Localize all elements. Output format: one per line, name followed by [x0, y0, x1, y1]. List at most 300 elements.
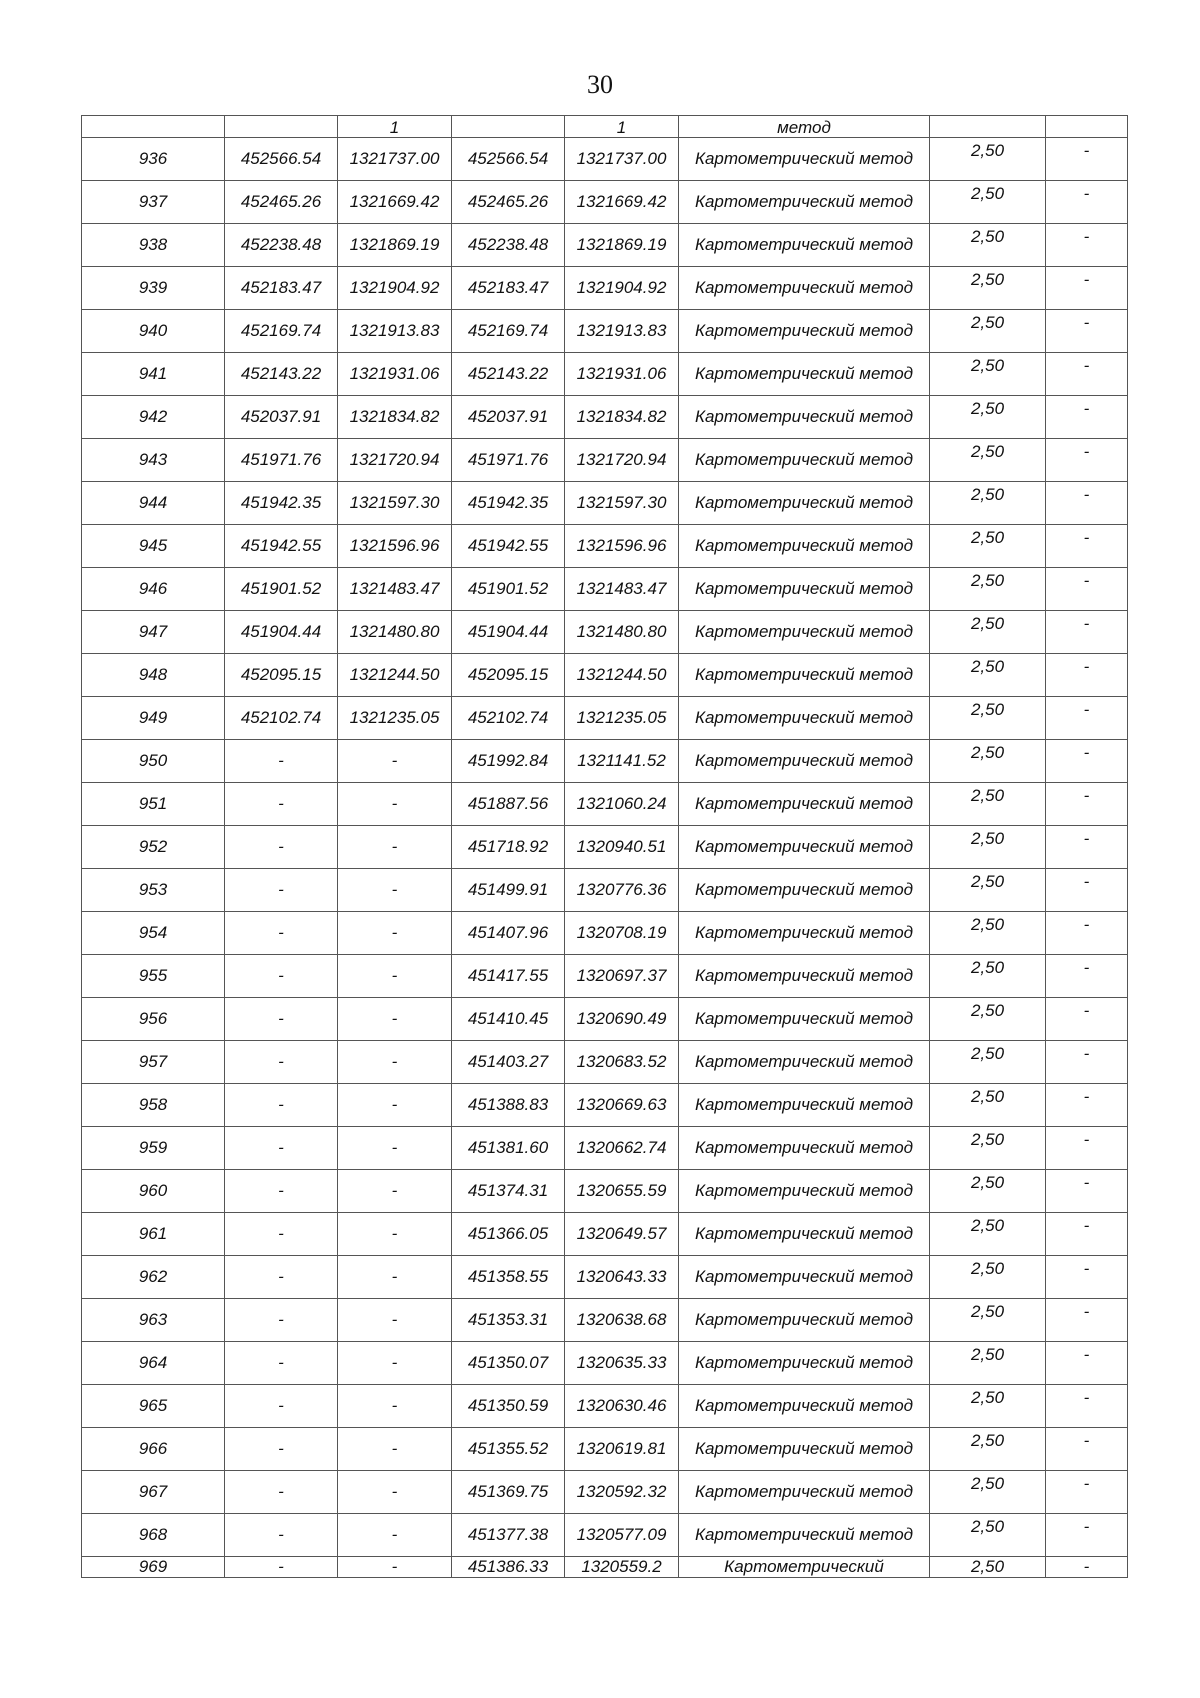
cell-point-number: 939 [82, 267, 225, 310]
table-row [82, 1428, 1128, 1471]
cell-y-after: 1321904.92 [565, 267, 679, 310]
cell-method: Картометрический метод [679, 869, 930, 912]
cell-point-number: 953 [82, 869, 225, 912]
cell-x-before: 452143.22 [225, 353, 338, 396]
cell-point-number: 963 [82, 1299, 225, 1342]
cell-accuracy: 2,50 [930, 869, 1046, 912]
cell-y-after: 1320630.46 [565, 1385, 679, 1428]
cell-method: Картометрический метод [679, 998, 930, 1041]
cell-accuracy: 2,50 [930, 955, 1046, 998]
cell-x-after: 451366.05 [452, 1213, 565, 1256]
cell-y-before: - [338, 1514, 452, 1557]
cell-y-after: 1321913.83 [565, 310, 679, 353]
cell-x-after: 451417.55 [452, 955, 565, 998]
table-row [82, 1299, 1128, 1342]
cell-x-before: - [225, 1170, 338, 1213]
cell-point-number: 937 [82, 181, 225, 224]
cell-method: Картометрический метод [679, 740, 930, 783]
table-row [82, 869, 1128, 912]
table-row [82, 1084, 1128, 1127]
cell-x-after: 451942.35 [452, 482, 565, 525]
cell-accuracy: 2,50 [930, 224, 1046, 267]
cell-y-before: - [338, 783, 452, 826]
cell-accuracy: 2,50 [930, 826, 1046, 869]
cell-y-before: - [338, 740, 452, 783]
table-row [82, 1385, 1128, 1428]
continuing-row [82, 1557, 1128, 1578]
cell-y-before: - [338, 912, 452, 955]
cell-note: - [1046, 912, 1128, 955]
cell-point-number: 938 [82, 224, 225, 267]
cell-note: - [1046, 1299, 1128, 1342]
cell-x-before: - [225, 783, 338, 826]
cell-method: Картометрический метод [679, 568, 930, 611]
cell-accuracy: 2,50 [930, 396, 1046, 439]
cell-point-number: 960 [82, 1170, 225, 1213]
cell-point-number: 948 [82, 654, 225, 697]
table-row [82, 267, 1128, 310]
cell-y-after: 1320697.37 [565, 955, 679, 998]
cell-method: Картометрический метод [679, 1041, 930, 1084]
cell-x-before: - [225, 998, 338, 1041]
cell-accuracy: 2,50 [930, 525, 1046, 568]
table-row [82, 439, 1128, 482]
cell-point-number: 959 [82, 1127, 225, 1170]
cell-x-after: 452169.74 [452, 310, 565, 353]
cell-method: Картометрический метод [679, 439, 930, 482]
cell-x-before: - [225, 740, 338, 783]
cell-x-after: 451992.84 [452, 740, 565, 783]
cell-point-number: 966 [82, 1428, 225, 1471]
cell-y-before: - [338, 955, 452, 998]
cell-method: Картометрический метод [679, 525, 930, 568]
cell-x-after: 451388.83 [452, 1084, 565, 1127]
table-row [82, 826, 1128, 869]
cell-note: - [1046, 869, 1128, 912]
cell-method: Картометрический метод [679, 1428, 930, 1471]
cell-x-after: 451374.31 [452, 1170, 565, 1213]
cell-note: - [1046, 396, 1128, 439]
cell-y-before: - [338, 869, 452, 912]
cell-x-before: - [225, 1557, 338, 1578]
cell-y-before: - [338, 1385, 452, 1428]
table-row [82, 912, 1128, 955]
cell-method: Картометрический метод [679, 783, 930, 826]
table-row [82, 611, 1128, 654]
cell-y-after: 1321480.80 [565, 611, 679, 654]
cell-method: Картометрический метод [679, 1127, 930, 1170]
cell-note: - [1046, 1428, 1128, 1471]
cell-method: Картометрический метод [679, 138, 930, 181]
cell-accuracy: 2,50 [930, 1127, 1046, 1170]
cell-point-number: 964 [82, 1342, 225, 1385]
cell-accuracy: 2,50 [930, 568, 1046, 611]
table-row [82, 353, 1128, 396]
cell-note: - [1046, 1471, 1128, 1514]
cell-x-before: - [225, 912, 338, 955]
cell-method: Картометрический метод [679, 310, 930, 353]
table-row [82, 482, 1128, 525]
cell-y-before: - [338, 1428, 452, 1471]
cell-point-number: 947 [82, 611, 225, 654]
cell-y-after: 1320655.59 [565, 1170, 679, 1213]
cell-note: - [1046, 138, 1128, 181]
cell-note: - [1046, 1557, 1128, 1578]
cell-method: Картометрический метод [679, 697, 930, 740]
cell-method: Картометрический метод [679, 912, 930, 955]
cell-y-before: 1 [338, 116, 452, 138]
cell-method: Картометрический метод [679, 267, 930, 310]
cell-note: - [1046, 1213, 1128, 1256]
cell-x-after: 451355.52 [452, 1428, 565, 1471]
cell-y-before: - [338, 1557, 452, 1578]
cell-y-before: 1321931.06 [338, 353, 452, 396]
cell-method: метод [679, 116, 930, 138]
cell-y-before: - [338, 1342, 452, 1385]
cell-accuracy: 2,50 [930, 1256, 1046, 1299]
cell-x-before: - [225, 826, 338, 869]
cell-method: Картометрический метод [679, 1256, 930, 1299]
cell-method: Картометрический [679, 1557, 930, 1578]
cell-accuracy: 2,50 [930, 1299, 1046, 1342]
cell-point-number: 967 [82, 1471, 225, 1514]
cell-note: - [1046, 1084, 1128, 1127]
table-row [82, 525, 1128, 568]
cell-y-before: 1321913.83 [338, 310, 452, 353]
table-row [82, 697, 1128, 740]
cell-y-before: - [338, 1041, 452, 1084]
cell-x-after: 451353.31 [452, 1299, 565, 1342]
cell-x-after [452, 116, 565, 138]
cell-y-after: 1321235.05 [565, 697, 679, 740]
cell-y-after: 1320635.33 [565, 1342, 679, 1385]
page-number: 30 [587, 70, 613, 99]
table-row [82, 1514, 1128, 1557]
cell-note: - [1046, 525, 1128, 568]
cell-note: - [1046, 224, 1128, 267]
cell-y-after: 1320683.52 [565, 1041, 679, 1084]
cell-x-after: 451350.07 [452, 1342, 565, 1385]
cell-method: Картометрический метод [679, 611, 930, 654]
cell-y-before: 1321869.19 [338, 224, 452, 267]
cell-y-before: 1321597.30 [338, 482, 452, 525]
cell-note: - [1046, 568, 1128, 611]
cell-x-after: 452143.22 [452, 353, 565, 396]
cell-method: Картометрический метод [679, 1170, 930, 1213]
cell-y-after: 1320559.2 [565, 1557, 679, 1578]
cell-x-before: - [225, 1385, 338, 1428]
table-row [82, 1127, 1128, 1170]
cell-y-after: 1320669.63 [565, 1084, 679, 1127]
cell-y-before: 1321480.80 [338, 611, 452, 654]
cell-y-after: 1321869.19 [565, 224, 679, 267]
cell-method: Картометрический метод [679, 1084, 930, 1127]
cell-accuracy: 2,50 [930, 1342, 1046, 1385]
cell-y-before: - [338, 1471, 452, 1514]
cell-x-before: 452102.74 [225, 697, 338, 740]
cell-method: Картометрический метод [679, 1385, 930, 1428]
table-row [82, 1342, 1128, 1385]
cell-y-after: 1321596.96 [565, 525, 679, 568]
cell-point-number: 951 [82, 783, 225, 826]
cell-y-after: 1320690.49 [565, 998, 679, 1041]
table-row [82, 138, 1128, 181]
cell-x-before: 451942.35 [225, 482, 338, 525]
cell-x-after: 452465.26 [452, 181, 565, 224]
table-row [82, 181, 1128, 224]
cell-accuracy: 2,50 [930, 1084, 1046, 1127]
cell-accuracy: 2,50 [930, 1385, 1046, 1428]
cell-y-before: 1321596.96 [338, 525, 452, 568]
cell-y-after: 1320776.36 [565, 869, 679, 912]
cell-note: - [1046, 740, 1128, 783]
cell-x-before: - [225, 1514, 338, 1557]
cell-x-before: - [225, 1127, 338, 1170]
cell-x-before: 452169.74 [225, 310, 338, 353]
cell-x-after: 452037.91 [452, 396, 565, 439]
cell-note: - [1046, 482, 1128, 525]
cell-x-before: 451971.76 [225, 439, 338, 482]
cell-note: - [1046, 955, 1128, 998]
cell-point-number: 946 [82, 568, 225, 611]
cell-note: - [1046, 310, 1128, 353]
cell-point-number: 955 [82, 955, 225, 998]
cell-note: - [1046, 181, 1128, 224]
cell-accuracy: 2,50 [930, 697, 1046, 740]
cell-method: Картометрический метод [679, 482, 930, 525]
cell-x-after: 451901.52 [452, 568, 565, 611]
cell-y-after: 1320662.74 [565, 1127, 679, 1170]
table-row [82, 396, 1128, 439]
cell-accuracy: 2,50 [930, 998, 1046, 1041]
cell-y-after: 1321931.06 [565, 353, 679, 396]
cell-point-number: 957 [82, 1041, 225, 1084]
cell-accuracy: 2,50 [930, 1041, 1046, 1084]
cell-y-after: 1320940.51 [565, 826, 679, 869]
table-row [82, 654, 1128, 697]
table-row [82, 1213, 1128, 1256]
cell-x-before: 452095.15 [225, 654, 338, 697]
cell-note: - [1046, 826, 1128, 869]
cell-point-number: 954 [82, 912, 225, 955]
cell-accuracy: 2,50 [930, 654, 1046, 697]
cell-point-number [82, 116, 225, 138]
cell-y-before: 1321235.05 [338, 697, 452, 740]
table-row [82, 998, 1128, 1041]
cell-x-before: - [225, 1213, 338, 1256]
cell-x-after: 451403.27 [452, 1041, 565, 1084]
cell-y-before: 1321244.50 [338, 654, 452, 697]
cell-y-before: - [338, 1170, 452, 1213]
coordinates-table [81, 115, 1128, 1578]
cell-method: Картометрический метод [679, 654, 930, 697]
cell-y-before: 1321483.47 [338, 568, 452, 611]
cell-x-after: 451942.55 [452, 525, 565, 568]
cell-x-after: 452095.15 [452, 654, 565, 697]
cell-x-after: 451386.33 [452, 1557, 565, 1578]
cell-y-after: 1321597.30 [565, 482, 679, 525]
cell-point-number: 965 [82, 1385, 225, 1428]
table-row [82, 955, 1128, 998]
cell-method: Картометрический метод [679, 1213, 930, 1256]
cell-point-number: 943 [82, 439, 225, 482]
table-row [82, 1256, 1128, 1299]
table-row [82, 1041, 1128, 1084]
cell-point-number: 944 [82, 482, 225, 525]
table-row [82, 568, 1128, 611]
cell-x-before: 452238.48 [225, 224, 338, 267]
cell-method: Картометрический метод [679, 955, 930, 998]
cell-x-before: - [225, 1084, 338, 1127]
cell-note: - [1046, 1514, 1128, 1557]
cell-x-after: 451971.76 [452, 439, 565, 482]
cell-accuracy [930, 116, 1046, 138]
cell-x-before: - [225, 1256, 338, 1299]
cell-x-after: 451904.44 [452, 611, 565, 654]
cell-y-before: 1321737.00 [338, 138, 452, 181]
table-row [82, 310, 1128, 353]
cell-point-number: 969 [82, 1557, 225, 1578]
cell-y-after: 1321669.42 [565, 181, 679, 224]
cell-x-after: 451718.92 [452, 826, 565, 869]
cell-accuracy: 2,50 [930, 912, 1046, 955]
cell-x-before: - [225, 1041, 338, 1084]
cell-note: - [1046, 353, 1128, 396]
cell-method: Картометрический метод [679, 1471, 930, 1514]
cell-note: - [1046, 998, 1128, 1041]
cell-y-before: - [338, 826, 452, 869]
cell-x-before: 452465.26 [225, 181, 338, 224]
cell-x-after: 452102.74 [452, 697, 565, 740]
cell-x-after: 451887.56 [452, 783, 565, 826]
cell-note: - [1046, 783, 1128, 826]
cell-x-before: - [225, 1342, 338, 1385]
cell-y-before: - [338, 1127, 452, 1170]
cell-point-number: 945 [82, 525, 225, 568]
cell-method: Картометрический метод [679, 1342, 930, 1385]
cell-note: - [1046, 1256, 1128, 1299]
cell-method: Картометрический метод [679, 1299, 930, 1342]
cell-y-after: 1321244.50 [565, 654, 679, 697]
cell-point-number: 936 [82, 138, 225, 181]
cell-y-before: 1321904.92 [338, 267, 452, 310]
cell-note: - [1046, 611, 1128, 654]
cell-x-after: 451369.75 [452, 1471, 565, 1514]
cell-x-before: - [225, 869, 338, 912]
cell-y-after: 1321720.94 [565, 439, 679, 482]
cell-accuracy: 2,50 [930, 1213, 1046, 1256]
cell-x-before: - [225, 1299, 338, 1342]
cell-y-after: 1321483.47 [565, 568, 679, 611]
cell-accuracy: 2,50 [930, 1428, 1046, 1471]
cell-x-after: 451410.45 [452, 998, 565, 1041]
cell-point-number: 958 [82, 1084, 225, 1127]
cell-x-before: 451901.52 [225, 568, 338, 611]
cell-method: Картометрический метод [679, 181, 930, 224]
cell-accuracy: 2,50 [930, 138, 1046, 181]
cell-y-before: 1321669.42 [338, 181, 452, 224]
cell-note: - [1046, 654, 1128, 697]
cell-accuracy: 2,50 [930, 353, 1046, 396]
cell-note: - [1046, 1385, 1128, 1428]
cell-point-number: 961 [82, 1213, 225, 1256]
cell-x-after: 451407.96 [452, 912, 565, 955]
table-row [82, 224, 1128, 267]
cell-x-before: 452566.54 [225, 138, 338, 181]
cell-y-after: 1 [565, 116, 679, 138]
cell-point-number: 956 [82, 998, 225, 1041]
cell-x-after: 452183.47 [452, 267, 565, 310]
cell-y-after: 1320619.81 [565, 1428, 679, 1471]
cell-method: Картометрический метод [679, 353, 930, 396]
cell-x-after: 451350.59 [452, 1385, 565, 1428]
cell-accuracy: 2,50 [930, 482, 1046, 525]
cell-x-after: 451377.38 [452, 1514, 565, 1557]
cell-y-after: 1320592.32 [565, 1471, 679, 1514]
cell-accuracy: 2,50 [930, 783, 1046, 826]
cell-y-before: 1321834.82 [338, 396, 452, 439]
cell-x-after: 451358.55 [452, 1256, 565, 1299]
cell-y-before: - [338, 1213, 452, 1256]
cell-accuracy: 2,50 [930, 1557, 1046, 1578]
cell-y-after: 1320649.57 [565, 1213, 679, 1256]
cell-accuracy: 2,50 [930, 267, 1046, 310]
cell-y-after: 1320708.19 [565, 912, 679, 955]
cell-y-after: 1321737.00 [565, 138, 679, 181]
cell-accuracy: 2,50 [930, 181, 1046, 224]
table-row [82, 740, 1128, 783]
cell-y-before: - [338, 1256, 452, 1299]
cell-y-after: 1320643.33 [565, 1256, 679, 1299]
cell-accuracy: 2,50 [930, 1471, 1046, 1514]
cell-accuracy: 2,50 [930, 740, 1046, 783]
cell-point-number: 940 [82, 310, 225, 353]
table-row [82, 1471, 1128, 1514]
cell-y-after: 1321834.82 [565, 396, 679, 439]
cell-note: - [1046, 1041, 1128, 1084]
cell-point-number: 952 [82, 826, 225, 869]
cell-point-number: 950 [82, 740, 225, 783]
cell-x-before: - [225, 955, 338, 998]
cell-point-number: 968 [82, 1514, 225, 1557]
cell-accuracy: 2,50 [930, 1170, 1046, 1213]
cell-note: - [1046, 1342, 1128, 1385]
cell-x-after: 451381.60 [452, 1127, 565, 1170]
cell-point-number: 949 [82, 697, 225, 740]
cell-x-after: 452566.54 [452, 138, 565, 181]
cell-x-before: 452037.91 [225, 396, 338, 439]
continued-row [82, 116, 1128, 138]
cell-note: - [1046, 1170, 1128, 1213]
cell-accuracy: 2,50 [930, 1514, 1046, 1557]
cell-y-after: 1321060.24 [565, 783, 679, 826]
cell-accuracy: 2,50 [930, 310, 1046, 353]
cell-note: - [1046, 697, 1128, 740]
cell-y-before: - [338, 1299, 452, 1342]
cell-method: Картометрический метод [679, 826, 930, 869]
cell-y-after: 1321141.52 [565, 740, 679, 783]
cell-point-number: 942 [82, 396, 225, 439]
cell-x-before: - [225, 1471, 338, 1514]
cell-y-before: 1321720.94 [338, 439, 452, 482]
cell-method: Картометрический метод [679, 224, 930, 267]
cell-x-after: 452238.48 [452, 224, 565, 267]
cell-note: - [1046, 439, 1128, 482]
table-row [82, 783, 1128, 826]
cell-x-before: 451904.44 [225, 611, 338, 654]
cell-x-before: 451942.55 [225, 525, 338, 568]
cell-x-after: 451499.91 [452, 869, 565, 912]
